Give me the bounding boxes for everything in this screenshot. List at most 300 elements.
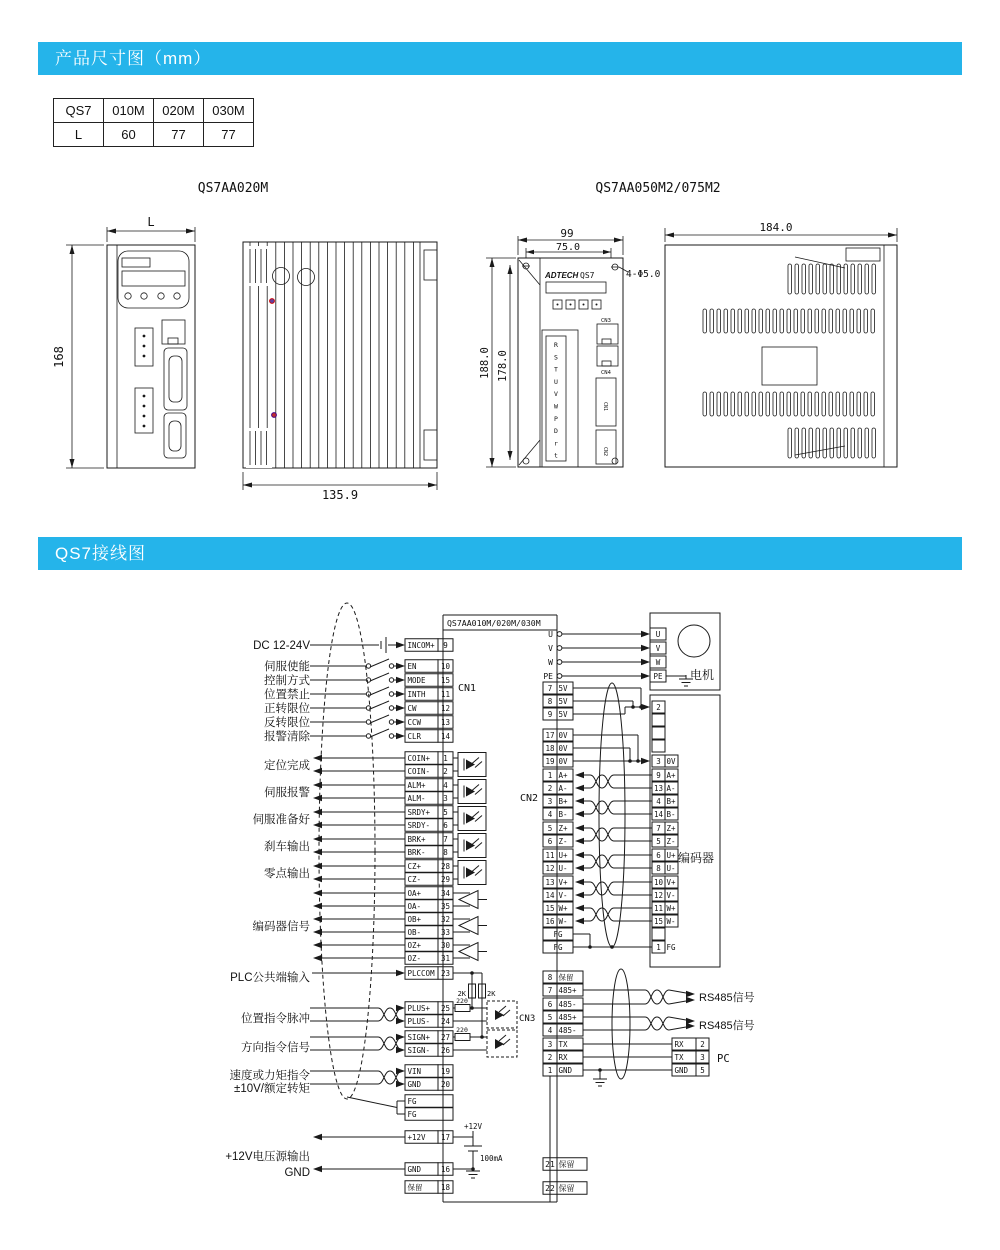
vent-slot: [773, 392, 777, 416]
arrowhead: [575, 905, 584, 911]
terminal-circle: [557, 660, 562, 665]
arrowhead: [396, 705, 405, 711]
resistor-value: 220: [456, 1026, 468, 1034]
pin-number: 13: [653, 783, 664, 793]
arrowhead: [313, 876, 322, 882]
pin-number: 8: [547, 696, 553, 706]
pin-name: COIN+: [407, 753, 431, 763]
vent-slot: [788, 428, 792, 458]
table-cell: 010M: [104, 99, 154, 123]
pin-name: V+: [666, 877, 676, 887]
vent-slot: [822, 309, 826, 333]
vent-slot: [780, 309, 784, 333]
pin-name: U+: [558, 850, 568, 860]
switch-icon: [389, 706, 393, 710]
pin-number: 15: [545, 903, 555, 913]
vent-slot: [759, 309, 763, 333]
arrowhead: [575, 838, 584, 844]
pin-name: U+: [666, 850, 676, 860]
signal-label: 位置禁止: [264, 689, 310, 701]
vent-slot: [717, 392, 721, 416]
pin-number: 14: [545, 890, 555, 900]
pin-name: SIGN-: [407, 1045, 431, 1055]
pin-name: GND: [674, 1065, 689, 1075]
arrowhead: [641, 631, 650, 637]
diode: [466, 760, 475, 770]
wire: [370, 715, 389, 723]
pin-number: 14: [440, 731, 451, 741]
vent-slot: [808, 309, 812, 333]
arrowhead: [313, 916, 322, 922]
pin-number: 16: [440, 1164, 451, 1174]
pin-name: A-: [558, 783, 568, 793]
pin-number: 16: [545, 916, 555, 926]
pin-number: 17: [545, 730, 555, 740]
vent-slot: [858, 428, 862, 458]
voltage-label: +12V: [464, 1122, 483, 1131]
pin-name: FG: [553, 942, 563, 952]
arrowhead: [396, 642, 405, 648]
wire: [499, 1035, 506, 1041]
pin-name: GND: [407, 1079, 422, 1089]
vent-slot: [836, 392, 840, 416]
vent-slot: [802, 264, 806, 294]
signal-label: 反转限位: [264, 717, 310, 729]
cn2-label: CN2: [602, 447, 608, 457]
dsub-connector: [164, 348, 187, 410]
wire: [472, 758, 479, 764]
vent-slot: [864, 309, 868, 333]
pin-name: TX: [558, 1039, 568, 1049]
shield-ellipse: [319, 603, 375, 1099]
arrowhead: [313, 929, 322, 935]
vent-slot: [836, 309, 840, 333]
junction-dot: [610, 945, 614, 949]
vent-slot: [738, 309, 742, 333]
pin-name: MODE: [407, 675, 426, 685]
pin-name: CW: [407, 703, 417, 713]
vent-slot: [738, 392, 742, 416]
signal-label: GND: [284, 1167, 310, 1179]
arrowhead: [396, 1034, 405, 1040]
vent-slot: [871, 309, 875, 333]
arrowhead: [313, 849, 322, 855]
wire: [475, 816, 482, 822]
pin-number: 12: [653, 890, 664, 900]
arrowhead: [396, 677, 405, 683]
vent-slot: [710, 309, 714, 333]
vent-slot: [703, 309, 707, 333]
arrowhead: [313, 795, 322, 801]
pin-name: PLUS-: [407, 1016, 431, 1026]
signal-label: 刹车输出: [264, 841, 310, 853]
pin-number: 2: [656, 702, 661, 712]
signal-label: 零点输出: [264, 868, 310, 880]
pin-number: 33: [440, 927, 451, 937]
drawing-title-left: QS7AA020M: [197, 181, 269, 196]
switch-icon: [389, 664, 393, 668]
pin-number: 3: [700, 1052, 705, 1062]
vent-slot: [745, 392, 749, 416]
vent-slot: [816, 264, 820, 294]
vent-slot: [809, 264, 813, 294]
drawing-title-right: QS7AA050M2/075M2: [595, 181, 721, 196]
rj45-port: [597, 324, 618, 344]
pin-number: 5: [700, 1065, 705, 1075]
arrowhead: [313, 782, 322, 788]
arrowhead: [313, 809, 322, 815]
pin-name: CZ-: [407, 874, 422, 884]
wire: [472, 839, 479, 845]
wire: [503, 1010, 510, 1016]
resistor-icon: [455, 1005, 470, 1012]
pin-number: 25: [440, 1003, 451, 1013]
arrowhead: [313, 1166, 322, 1172]
vent-slot: [837, 264, 841, 294]
optocoupler-icon: [487, 1030, 517, 1057]
vent-slot: [844, 428, 848, 458]
wire: [475, 843, 482, 849]
pin-number: 19: [545, 756, 555, 766]
pin-cell: [652, 727, 665, 739]
terminal-letter: W: [554, 402, 558, 411]
pin-name: OB+: [407, 914, 422, 924]
junction-dot: [470, 971, 474, 975]
arrowhead: [686, 1018, 695, 1024]
arrowhead: [396, 970, 405, 976]
optocoupler-icon: [458, 807, 486, 831]
pin-number: 11: [440, 689, 451, 699]
junction-dot: [639, 705, 643, 709]
arrowhead: [575, 852, 584, 858]
arrowhead: [396, 1005, 405, 1011]
pin-number: 8: [547, 972, 553, 982]
motor-pin: V: [655, 644, 661, 653]
pin-number: 9: [547, 709, 553, 719]
pin-name: 0V: [558, 743, 568, 753]
pin-number: 26: [440, 1045, 451, 1055]
signal-label: 报警清除: [264, 731, 310, 743]
pin-number: 5: [547, 1012, 553, 1022]
vent-slot: [794, 309, 798, 333]
pin-number: 27: [440, 1032, 451, 1042]
pin-number: 4: [547, 1025, 553, 1035]
pin-name: FG: [407, 1096, 417, 1106]
pin-number: 14: [653, 809, 664, 819]
pin-name: 0V: [558, 756, 568, 766]
signal-label: 速度或力矩指令: [229, 1070, 310, 1082]
side-view-050m: [665, 221, 897, 467]
dim-label-178: 178.0: [497, 350, 509, 382]
pin-number: 2: [700, 1039, 705, 1049]
pin-number: 31: [440, 953, 451, 963]
arrowhead: [396, 691, 405, 697]
junction-dot: [631, 705, 635, 709]
pin-number: 18: [545, 743, 555, 753]
pin-number: 3: [443, 793, 448, 803]
arrowhead: [575, 785, 584, 791]
pin-name: 485-: [558, 999, 577, 1009]
terminal-letter: P: [554, 414, 558, 423]
arrowhead: [641, 645, 650, 651]
terminal-letter: R: [554, 341, 558, 349]
wire: [503, 1039, 510, 1045]
pin-name: V-: [558, 890, 568, 900]
pin-name: U-: [666, 863, 676, 873]
pin-number: 24: [440, 1016, 451, 1026]
wire: [370, 687, 389, 695]
cn2-connector-label: CN2: [520, 793, 539, 804]
pin-name: RX: [674, 1039, 684, 1049]
vent-slot: [809, 428, 813, 458]
pin-name: PLCCOM: [407, 968, 435, 978]
wire: [472, 785, 479, 791]
cn3-connector-label: CN3: [519, 1014, 536, 1024]
pin-name: A+: [558, 770, 568, 780]
arrowhead: [313, 822, 322, 828]
section-banner-wiring: [38, 537, 962, 570]
vent-slot: [830, 264, 834, 294]
pin-number: 6: [656, 850, 661, 860]
wire: [370, 701, 389, 709]
pin-number: 5: [443, 807, 448, 817]
signal-label: 伺服使能: [264, 661, 310, 673]
vent-slot: [752, 392, 756, 416]
rs485-label: RS485信号: [699, 1020, 755, 1032]
cn1-label: CN1: [602, 402, 608, 412]
pin-number: 4: [656, 796, 661, 806]
shield-ellipse: [612, 969, 630, 1079]
junction-dot: [628, 759, 632, 763]
pin-name: 0V: [666, 756, 676, 766]
pin-number: 7: [547, 985, 553, 995]
pin-name: CZ+: [407, 861, 422, 871]
pin-name: OA-: [407, 901, 422, 911]
switch-icon: [389, 734, 393, 738]
table-cell: QS7: [54, 99, 104, 123]
signal-label: DC 12-24V: [253, 640, 310, 652]
pin-name: U-: [558, 863, 568, 873]
pin-number: 19: [440, 1066, 451, 1076]
pin-name: W-: [666, 916, 676, 926]
diode: [466, 787, 475, 797]
pin-number: 23: [440, 968, 451, 978]
front-view-050m: [479, 227, 661, 467]
drive-box-title: QS7AA010M/020M/030M: [447, 618, 541, 628]
wiring-diagram: [0, 590, 1000, 1222]
pin-number: 21: [545, 1159, 555, 1169]
cn3-label: CN3: [601, 318, 611, 324]
pin-number: 15: [440, 675, 451, 685]
arrowhead: [313, 755, 322, 761]
vent-slot: [865, 264, 869, 294]
arrowhead: [313, 942, 322, 948]
pin-name: +12V: [407, 1132, 426, 1142]
vent-slot: [837, 428, 841, 458]
arrowhead: [575, 798, 584, 804]
table-row: [54, 99, 254, 123]
junction-dot: [636, 759, 640, 763]
arrowhead: [396, 663, 405, 669]
arrowhead: [313, 768, 322, 774]
pin-number: 6: [547, 999, 553, 1009]
pin-number: 11: [545, 850, 555, 860]
motor-pin: U: [655, 630, 661, 639]
pin-name: FG: [666, 942, 676, 952]
drive-output-pin: U: [548, 630, 553, 639]
signal-label: PLC公共端输入: [230, 972, 310, 984]
diode: [466, 841, 475, 851]
wire: [472, 812, 479, 818]
pin-name: 5V: [558, 683, 568, 693]
pin-number: 7: [656, 823, 661, 833]
vent-slot: [766, 309, 770, 333]
arrowhead: [641, 659, 650, 665]
pin-number: 12: [545, 863, 555, 873]
pin-name: W+: [558, 903, 568, 913]
pin-name: COIN-: [407, 766, 431, 776]
vent-slot: [851, 264, 855, 294]
arrowhead: [641, 673, 650, 679]
vent-slot: [850, 392, 854, 416]
vent-slot: [766, 392, 770, 416]
optocoupler-icon: [458, 753, 486, 777]
vent-slot: [731, 392, 735, 416]
pin-name: B+: [558, 796, 568, 806]
resistor-value: 2K: [487, 990, 496, 998]
vent-slot: [795, 428, 799, 458]
terminal-letter: r: [554, 439, 558, 448]
pin-name: V-: [666, 890, 676, 900]
vent-slot: [857, 392, 861, 416]
terminal-letter: S: [554, 353, 558, 362]
vent-slot: [808, 392, 812, 416]
vent-slot: [801, 392, 805, 416]
dim-label-168: 168: [52, 346, 66, 368]
rj45-port: [597, 346, 618, 366]
junction-dot: [588, 945, 592, 949]
vent-slot: [871, 392, 875, 416]
model-text: QS7: [580, 271, 595, 280]
wire: [347, 1097, 397, 1108]
section-title-dimensions: 产品尺寸图（mm）: [55, 49, 212, 68]
vent-slot: [850, 309, 854, 333]
pin-name: 0V: [558, 730, 568, 740]
vent-slot: [865, 428, 869, 458]
wire: [669, 1027, 686, 1030]
pin-number: 29: [440, 874, 451, 884]
current-label: 100mA: [480, 1154, 503, 1163]
vent-slot: [864, 392, 868, 416]
arrowhead: [686, 1023, 695, 1029]
wire: [475, 762, 482, 768]
pin-name: OB-: [407, 927, 422, 937]
pin-number: 2: [547, 1052, 553, 1062]
arrowhead: [575, 879, 584, 885]
dim-label-75: 75.0: [555, 242, 581, 253]
arrowhead: [575, 772, 584, 778]
motor-icon: [678, 625, 710, 657]
vent-slot: [794, 392, 798, 416]
table-cell: 030M: [204, 99, 254, 123]
wire: [370, 659, 389, 667]
vent-slot: [829, 309, 833, 333]
pin-name: ALM+: [407, 780, 426, 790]
vent-slot: [731, 309, 735, 333]
pin-name: FG: [553, 929, 563, 939]
vent-slot: [787, 392, 791, 416]
vent-slot: [759, 392, 763, 416]
signal-label: ±10V/额定转矩: [234, 1083, 310, 1095]
terminal-letter: D: [554, 427, 558, 436]
pin-number: 3: [656, 756, 661, 766]
terminal-circle: [557, 674, 562, 679]
switch-icon: [366, 734, 370, 738]
pin-number: 20: [440, 1079, 451, 1089]
pin-name: 保留: [407, 1182, 423, 1192]
vent-slot: [788, 264, 792, 294]
vent-slot: [801, 309, 805, 333]
pin-number: 34: [440, 888, 451, 898]
pin-number: 30: [440, 940, 451, 950]
switch-icon: [366, 664, 370, 668]
vent-slot: [795, 264, 799, 294]
pin-name: GND: [558, 1065, 573, 1075]
vent-slot: [787, 309, 791, 333]
pin-number: 3: [547, 796, 553, 806]
optocoupler-icon: [458, 834, 486, 858]
vent-slot: [724, 392, 728, 416]
pin-name: BRK-: [407, 847, 426, 857]
pin-number: 17: [440, 1132, 451, 1142]
vent-slot: [830, 428, 834, 458]
vent-slot: [816, 428, 820, 458]
arrowhead: [313, 903, 322, 909]
signal-label: 伺服准备好: [252, 814, 310, 826]
pin-name: CLR: [407, 731, 422, 741]
pin-cell: [652, 928, 665, 940]
pin-number: 12: [440, 703, 451, 713]
pin-name: 485-: [558, 1025, 577, 1035]
hole: [298, 269, 315, 286]
vent-slot: [844, 264, 848, 294]
pin-name: ALM-: [407, 793, 426, 803]
wire: [669, 990, 686, 993]
resistor-value: 220: [456, 997, 468, 1005]
drive-output-pin: V: [548, 644, 553, 653]
pin-name: VIN: [407, 1066, 422, 1076]
arrowhead: [686, 991, 695, 997]
vent-slot: [724, 309, 728, 333]
table-row: [54, 123, 254, 147]
table-cell: L: [54, 123, 104, 147]
arrowhead: [575, 865, 584, 871]
arrowhead: [396, 1018, 405, 1024]
vent-slot: [773, 309, 777, 333]
pin-number: 1: [656, 942, 661, 952]
pin-number: 1: [547, 1065, 553, 1075]
ground-icon: [593, 1075, 607, 1086]
pin-name: 485+: [558, 1012, 577, 1022]
section-title-wiring: QS7接线图: [55, 544, 147, 563]
pin-number: 32: [440, 914, 451, 924]
pin-name: 保留: [558, 1159, 575, 1169]
pin-name: INCOM+: [407, 640, 435, 650]
vent-slot: [815, 309, 819, 333]
screw-marker: [272, 413, 277, 418]
pin-name: EN: [407, 661, 417, 671]
arrowhead: [313, 955, 322, 961]
